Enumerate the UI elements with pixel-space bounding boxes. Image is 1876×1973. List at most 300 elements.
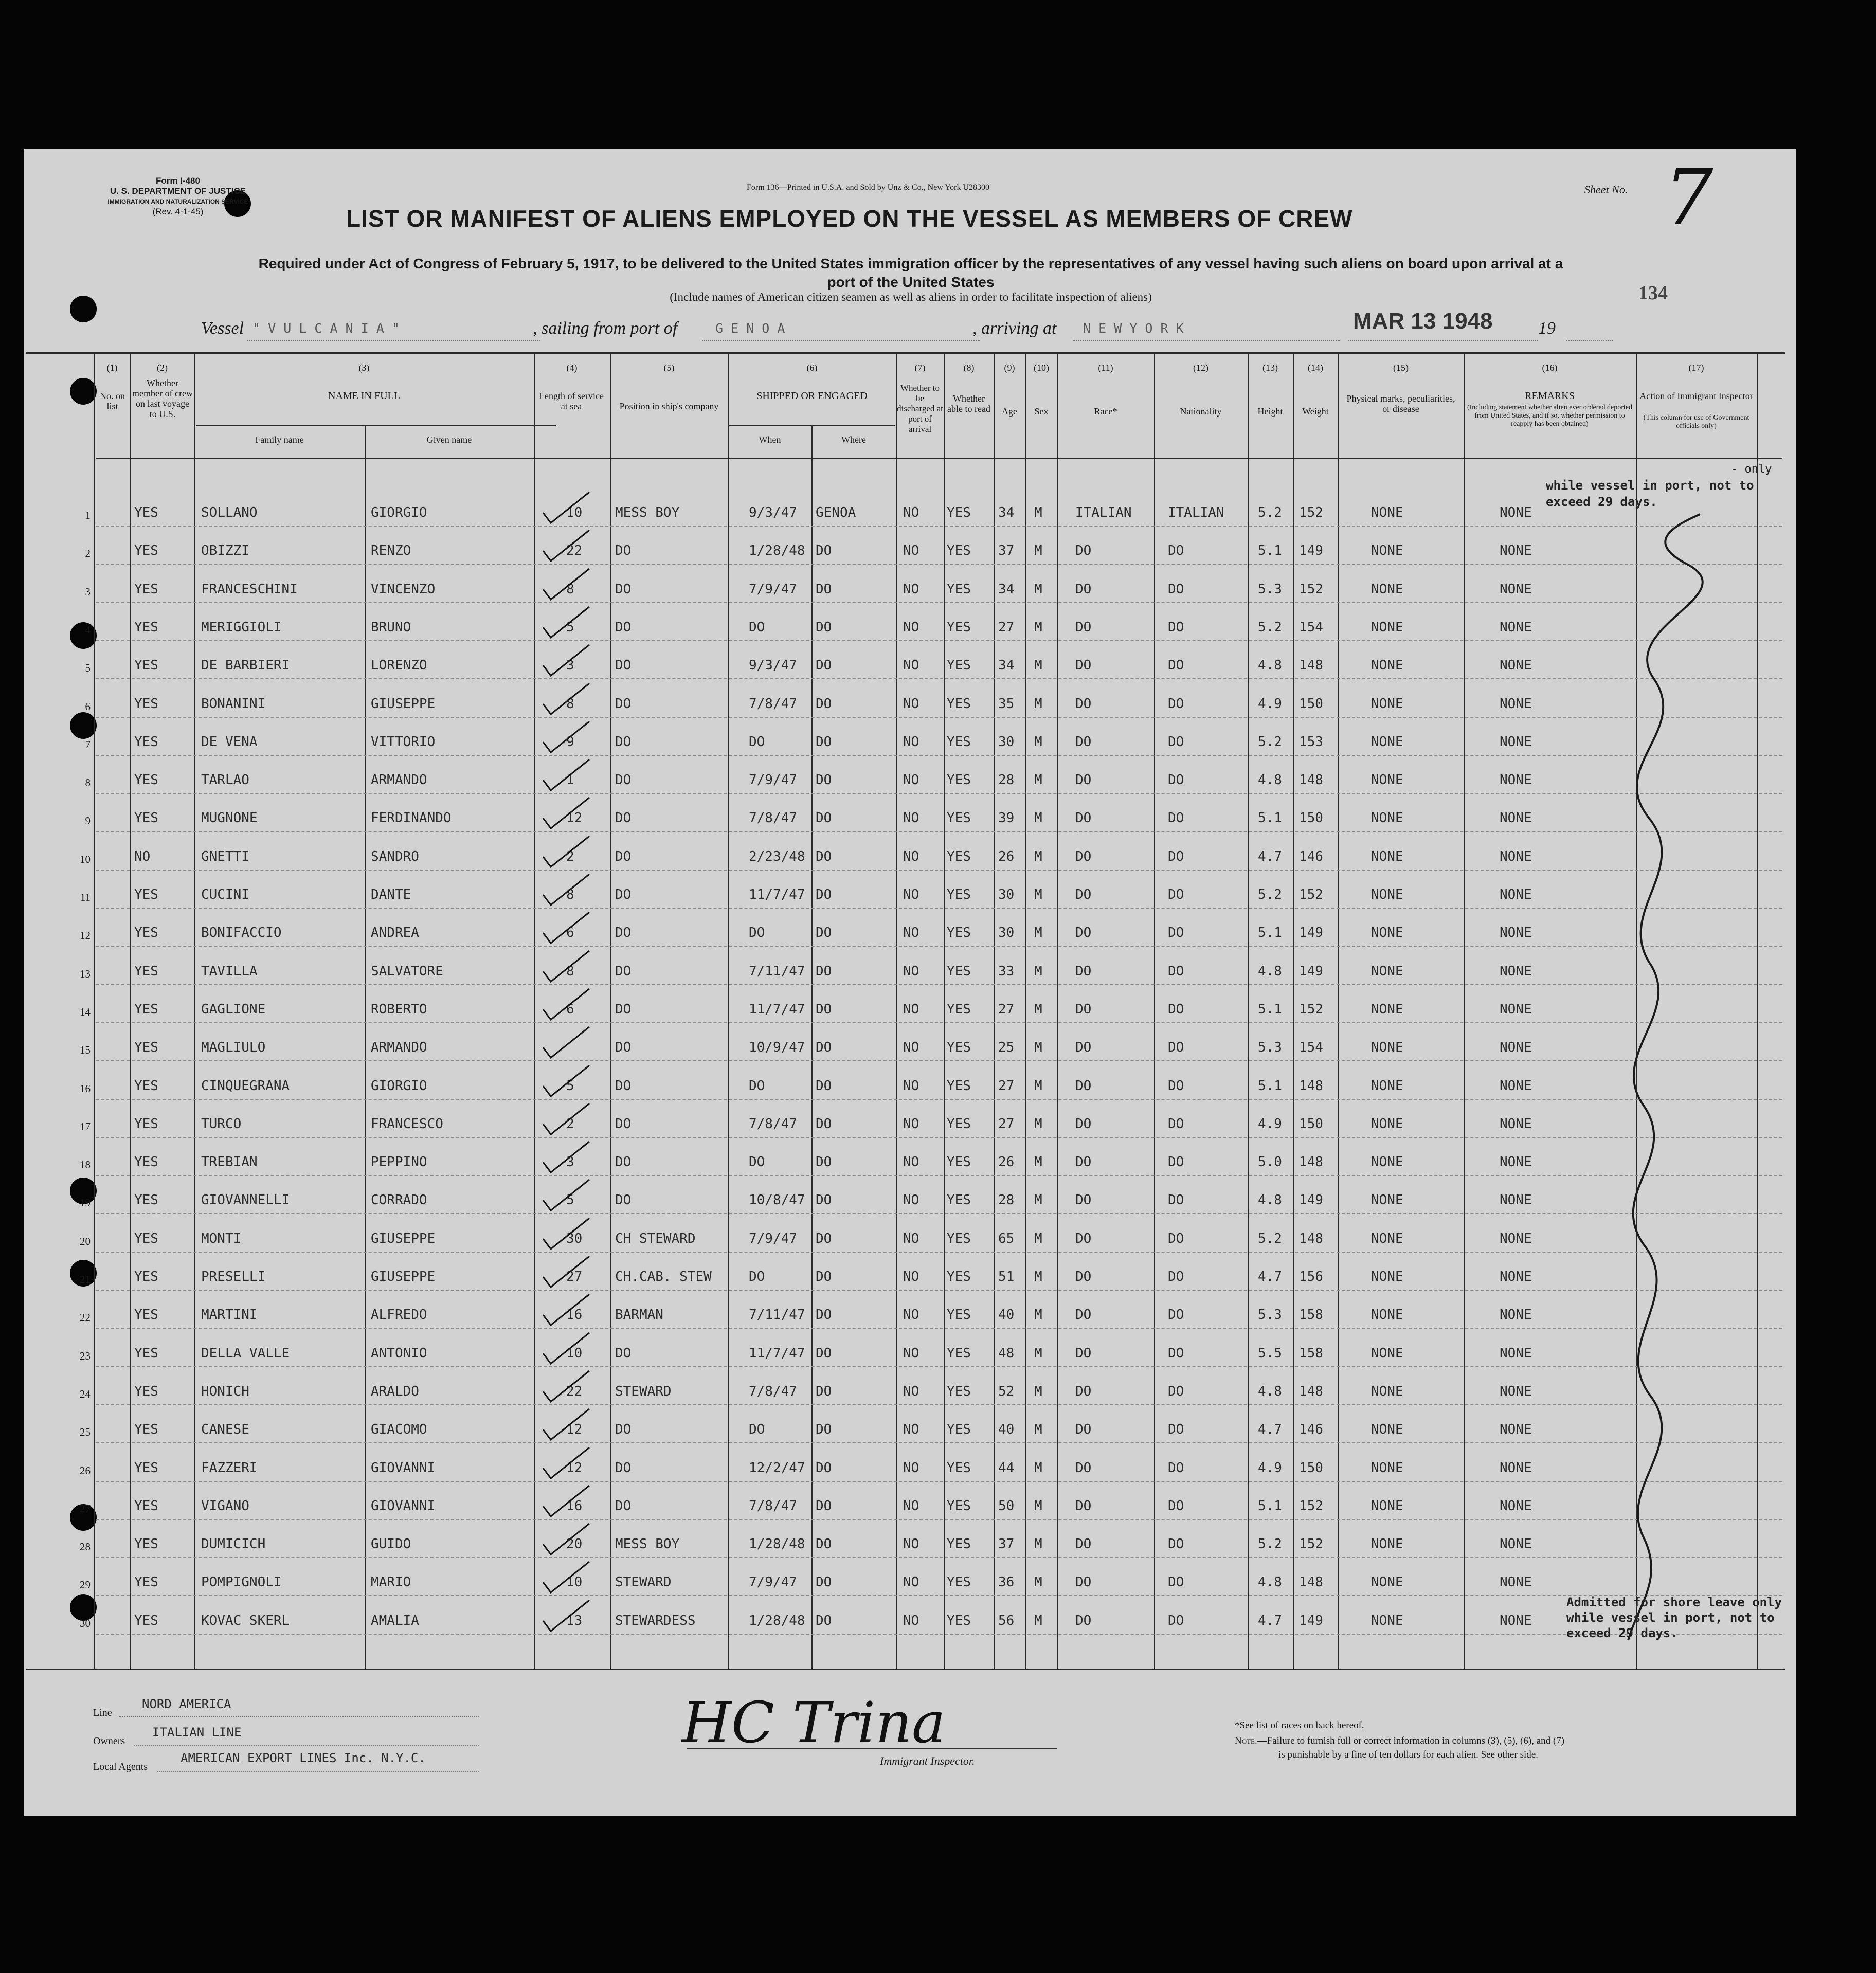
sex-cell: M	[1034, 1078, 1042, 1094]
check-mark-icon	[538, 1101, 594, 1137]
col-divider	[1154, 352, 1155, 1669]
sex-cell: M	[1034, 810, 1042, 826]
check-mark-icon	[538, 719, 594, 755]
able-to-read-cell: YES	[947, 581, 971, 597]
shipped-where-cell: DO	[816, 543, 832, 559]
physical-marks-cell: NONE	[1371, 1422, 1403, 1438]
col-divider	[1757, 352, 1758, 1669]
age-cell: 48	[998, 1345, 1015, 1361]
shipped-when-cell: 12/2/47	[749, 1460, 805, 1476]
service-length-cell: 5	[566, 1078, 574, 1094]
sex-cell: M	[1034, 696, 1042, 712]
position-cell: MESS BOY	[615, 505, 680, 520]
weight-cell: 152	[1299, 1001, 1323, 1017]
sex-cell: M	[1034, 1116, 1042, 1132]
shipped-when-cell: 7/9/47	[749, 772, 797, 788]
race-cell: DO	[1075, 543, 1092, 559]
sex-cell: M	[1034, 658, 1042, 674]
height-cell: 5.3	[1258, 1307, 1282, 1323]
physical-marks-cell: NONE	[1371, 1192, 1403, 1208]
position-cell: CH.CAB. STEW	[615, 1269, 712, 1284]
physical-marks-cell: NONE	[1371, 1116, 1403, 1132]
shipped-when-cell: DO	[749, 1269, 765, 1284]
family-name-cell: TAVILLA	[201, 963, 258, 979]
shipped-where-cell: DO	[816, 696, 832, 712]
check-mark-icon	[538, 1598, 594, 1634]
given-name-cell: DANTE	[371, 887, 411, 902]
nationality-cell: DO	[1168, 1345, 1184, 1361]
able-to-read-cell: YES	[947, 1307, 971, 1323]
col-divider	[1293, 352, 1294, 1669]
able-to-read-cell: YES	[947, 887, 971, 902]
age-cell: 40	[998, 1422, 1015, 1438]
check-mark-icon	[538, 1216, 594, 1252]
nationality-cell: DO	[1168, 543, 1184, 559]
service-length-cell: 12	[566, 810, 583, 826]
given-name-cell: ARMANDO	[371, 772, 427, 788]
nationality-cell: DO	[1168, 1460, 1184, 1476]
table-bottom-rule	[26, 1669, 1785, 1670]
row-rule	[96, 1213, 1782, 1214]
age-cell: 65	[998, 1230, 1015, 1246]
crew-member-cell: YES	[134, 1001, 158, 1017]
crew-member-cell: YES	[134, 543, 158, 559]
shipped-when-cell: DO	[749, 1422, 765, 1438]
shipped-where-cell: DO	[816, 1574, 832, 1590]
check-mark-icon	[538, 1368, 594, 1404]
shipped-when-cell: 7/8/47	[749, 1116, 797, 1132]
vessel-label: Vessel	[201, 319, 244, 338]
check-mark-icon	[538, 872, 594, 908]
discharged-cell: NO	[903, 772, 919, 788]
position-cell: DO	[615, 1498, 632, 1514]
col-heading: SHIPPED OR ENGAGED	[756, 390, 868, 402]
col-divider	[811, 425, 813, 1669]
race-cell: DO	[1075, 925, 1092, 941]
sex-cell: M	[1034, 734, 1042, 750]
nationality-cell: DO	[1168, 658, 1184, 674]
discharged-cell: NO	[903, 1498, 919, 1514]
col-heading: Whether able to read	[947, 393, 990, 414]
weight-cell: 154	[1299, 1040, 1323, 1056]
col-num: (5)	[663, 363, 675, 373]
discharged-cell: NO	[903, 1001, 919, 1017]
remarks-cell: NONE	[1500, 1613, 1532, 1628]
race-cell: DO	[1075, 1498, 1092, 1514]
able-to-read-cell: YES	[947, 505, 971, 520]
row-number: 22	[80, 1311, 91, 1324]
col-num: (11)	[1098, 363, 1113, 373]
col-divider	[130, 352, 131, 1669]
race-cell: DO	[1075, 810, 1092, 826]
crew-member-cell: YES	[134, 1422, 158, 1438]
row-number: 6	[85, 700, 91, 713]
crew-member-cell: YES	[134, 581, 158, 597]
shipped-when-cell: 7/8/47	[749, 1498, 797, 1514]
discharged-cell: NO	[903, 1422, 919, 1438]
height-cell: 5.1	[1258, 810, 1282, 826]
given-name-cell: BRUNO	[371, 619, 411, 635]
shipped-when-cell: 7/9/47	[749, 1230, 797, 1246]
col-heading: Action of Immigrant Inspector	[1639, 391, 1753, 401]
col-divider	[610, 352, 611, 1669]
age-cell: 34	[998, 581, 1015, 597]
age-cell: 26	[998, 1154, 1015, 1170]
given-name-cell: FRANCESCO	[371, 1116, 443, 1132]
able-to-read-cell: YES	[947, 1230, 971, 1246]
remarks-cell: NONE	[1500, 1078, 1532, 1094]
row-number: 15	[80, 1044, 91, 1057]
row-rule	[96, 755, 1782, 756]
nationality-cell: DO	[1168, 1613, 1184, 1628]
shipped-where-cell: DO	[816, 1422, 832, 1438]
age-cell: 39	[998, 810, 1015, 826]
height-cell: 4.9	[1258, 696, 1282, 712]
given-name-cell: GIUSEPPE	[371, 1230, 436, 1246]
position-cell: DO	[615, 658, 632, 674]
col-divider	[1464, 352, 1465, 1669]
shipped-when-cell: 1/28/48	[749, 1536, 805, 1552]
shipped-where-cell: DO	[816, 772, 832, 788]
check-mark-icon	[538, 566, 594, 602]
col-num: (17)	[1688, 363, 1704, 373]
revision: (Rev. 4-1-45)	[152, 207, 204, 216]
agents-underline	[157, 1771, 479, 1772]
row-rule	[96, 1060, 1782, 1061]
age-cell: 28	[998, 772, 1015, 788]
age-cell: 56	[998, 1613, 1015, 1628]
discharged-cell: NO	[903, 1269, 919, 1284]
position-cell: DO	[615, 887, 632, 902]
family-name-cell: TARLAO	[201, 772, 249, 788]
physical-marks-cell: NONE	[1371, 1001, 1403, 1017]
col-heading: No. on list	[100, 391, 125, 411]
sex-cell: M	[1034, 1001, 1042, 1017]
nationality-cell: DO	[1168, 619, 1184, 635]
race-cell: DO	[1075, 1422, 1092, 1438]
given-name-cell: ROBERTO	[371, 1001, 427, 1017]
shipped-when-cell: 2/23/48	[749, 848, 805, 864]
service-name: IMMIGRATION AND NATURALIZATION SERVICE	[107, 198, 248, 205]
family-name-cell: BONIFACCIO	[201, 925, 282, 941]
weight-cell: 158	[1299, 1345, 1323, 1361]
nationality-cell: DO	[1168, 887, 1184, 902]
race-cell: DO	[1075, 963, 1092, 979]
position-cell: DO	[615, 1422, 632, 1438]
sex-cell: M	[1034, 1154, 1042, 1170]
page-title: LIST OR MANIFEST OF ALIENS EMPLOYED ON THE VESSEL AS MEMBERS OF CREW	[346, 205, 1353, 232]
age-cell: 27	[998, 1116, 1015, 1132]
race-cell: DO	[1075, 734, 1092, 750]
sex-cell: M	[1034, 1192, 1042, 1208]
service-length-cell: 6	[566, 925, 574, 941]
row-number: 29	[80, 1579, 91, 1591]
physical-marks-cell: NONE	[1371, 1040, 1403, 1056]
crew-member-cell: YES	[134, 1116, 158, 1132]
col-heading: Physical marks, peculiarities, or disease	[1346, 393, 1455, 414]
height-cell: 4.8	[1258, 1383, 1282, 1399]
nationality-cell: DO	[1168, 1230, 1184, 1246]
crew-member-cell: YES	[134, 772, 158, 788]
sex-cell: M	[1034, 772, 1042, 788]
col-heading: Weight	[1302, 406, 1329, 417]
year-label: 19	[1538, 319, 1556, 338]
race-cell: DO	[1075, 1040, 1092, 1056]
inspector-signature: HC Trina	[682, 1690, 946, 1755]
family-name-cell: CANESE	[201, 1422, 249, 1438]
able-to-read-cell: YES	[947, 1154, 971, 1170]
remarks-cell: NONE	[1500, 1001, 1532, 1017]
service-length-cell: 22	[566, 543, 583, 559]
shipped-where-cell: DO	[816, 1078, 832, 1094]
nationality-cell: DO	[1168, 1078, 1184, 1094]
weight-cell: 148	[1299, 658, 1323, 674]
physical-marks-cell: NONE	[1371, 810, 1403, 826]
shipped-when-cell: 7/8/47	[749, 696, 797, 712]
position-cell: BARMAN	[615, 1307, 663, 1323]
age-cell: 30	[998, 887, 1015, 902]
col-num: (6)	[806, 363, 818, 373]
age-cell: 37	[998, 1536, 1015, 1552]
name-subheader-rule	[196, 425, 556, 426]
able-to-read-cell: YES	[947, 772, 971, 788]
shipped-when-cell: DO	[749, 925, 765, 941]
required-line-2: port of the United States	[827, 274, 995, 290]
shipped-where-cell: DO	[816, 925, 832, 941]
check-mark-icon	[538, 1063, 594, 1099]
table-top-rule	[26, 352, 1785, 354]
nationality-cell: DO	[1168, 772, 1184, 788]
service-length-cell: 16	[566, 1498, 583, 1514]
weight-cell: 148	[1299, 1574, 1323, 1590]
given-name-cell: ANTONIO	[371, 1345, 427, 1361]
discharged-cell: NO	[903, 1345, 919, 1361]
height-cell: 5.1	[1258, 543, 1282, 559]
shipped-when-cell: DO	[749, 1154, 765, 1170]
given-name-cell: GUIDO	[371, 1536, 411, 1552]
nationality-cell: DO	[1168, 1307, 1184, 1323]
service-length-cell: 10	[566, 1574, 583, 1590]
punch-hole	[70, 378, 97, 405]
shipped-when-cell: 10/9/47	[749, 1040, 805, 1056]
row-rule	[96, 1137, 1782, 1138]
position-cell: DO	[615, 1001, 632, 1017]
position-cell: DO	[615, 619, 632, 635]
nationality-cell: DO	[1168, 1154, 1184, 1170]
sex-cell: M	[1034, 1307, 1042, 1323]
service-length-cell: 2	[566, 848, 574, 864]
able-to-read-cell: YES	[947, 1192, 971, 1208]
shipped-where-cell: DO	[816, 1230, 832, 1246]
family-name-cell: CUCINI	[201, 887, 249, 902]
shipped-when-cell: 1/28/48	[749, 1613, 805, 1628]
shipped-where-cell: DO	[816, 619, 832, 635]
height-cell: 5.0	[1258, 1154, 1282, 1170]
height-cell: 5.3	[1258, 1040, 1282, 1056]
shipped-where-cell: DO	[816, 887, 832, 902]
sex-cell: M	[1034, 848, 1042, 864]
check-mark-icon	[538, 528, 594, 564]
crew-member-cell: YES	[134, 963, 158, 979]
family-name-cell: HONICH	[201, 1383, 249, 1399]
given-name-cell: GIOVANNI	[371, 1498, 436, 1514]
row-number: 2	[85, 547, 91, 560]
col-num: (15)	[1393, 363, 1409, 373]
height-cell: 4.9	[1258, 1116, 1282, 1132]
col-num: (14)	[1308, 363, 1323, 373]
physical-marks-cell: NONE	[1371, 848, 1403, 864]
row-rule	[96, 870, 1782, 871]
col-num: (9)	[1004, 363, 1015, 373]
able-to-read-cell: YES	[947, 848, 971, 864]
physical-marks-cell: NONE	[1371, 1460, 1403, 1476]
sex-cell: M	[1034, 543, 1042, 559]
able-to-read-cell: YES	[947, 1536, 971, 1552]
vessel-name: " V U L C A N I A "	[252, 321, 400, 336]
given-name-cell: GIACOMO	[371, 1422, 427, 1438]
remarks-cell: NONE	[1500, 963, 1532, 979]
physical-marks-cell: NONE	[1371, 963, 1403, 979]
shipped-where-cell: DO	[816, 1154, 832, 1170]
family-name-cell: SOLLANO	[201, 505, 258, 520]
age-cell: 28	[998, 1192, 1015, 1208]
able-to-read-cell: YES	[947, 1040, 971, 1056]
discharged-cell: NO	[903, 734, 919, 750]
crew-member-cell: YES	[134, 1345, 158, 1361]
sex-cell: M	[1034, 887, 1042, 902]
able-to-read-cell: YES	[947, 1078, 971, 1094]
physical-marks-cell: NONE	[1371, 581, 1403, 597]
service-length-cell: 22	[566, 1383, 583, 1399]
remarks-cell: NONE	[1500, 1460, 1532, 1476]
race-cell: DO	[1075, 1345, 1092, 1361]
height-cell: 5.1	[1258, 925, 1282, 941]
service-length-cell: 10	[566, 1345, 583, 1361]
row-number: 1	[85, 509, 91, 521]
row-rule	[96, 1290, 1782, 1291]
weight-cell: 154	[1299, 619, 1323, 635]
sex-cell: M	[1034, 1269, 1042, 1284]
sex-cell: M	[1034, 1383, 1042, 1399]
discharged-cell: NO	[903, 848, 919, 864]
bottom-stamp-line-2: while vessel in port, not to	[1566, 1610, 1775, 1625]
position-cell: CH STEWARD	[615, 1230, 696, 1246]
age-cell: 27	[998, 619, 1015, 635]
physical-marks-cell: NONE	[1371, 1345, 1403, 1361]
age-cell: 37	[998, 543, 1015, 559]
col-num: (10)	[1034, 363, 1049, 373]
row-rule	[96, 1557, 1782, 1558]
service-length-cell: 27	[566, 1269, 583, 1284]
family-name-cell: DELLA VALLE	[201, 1345, 290, 1361]
check-mark-icon	[538, 1521, 594, 1557]
service-length-cell: 5	[566, 619, 574, 635]
required-statement	[121, 255, 1700, 292]
service-length-cell: 8	[566, 963, 574, 979]
family-name-cell: CINQUEGRANA	[201, 1078, 290, 1094]
col-divider	[94, 352, 95, 1669]
row-number: 20	[80, 1235, 91, 1247]
remarks-cell: NONE	[1500, 543, 1532, 559]
able-to-read-cell: YES	[947, 543, 971, 559]
top-stamp-line-2: exceed 29 days.	[1546, 495, 1657, 509]
discharged-cell: NO	[903, 1536, 919, 1552]
shipped-where-cell: DO	[816, 1116, 832, 1132]
shipped-where-cell: DO	[816, 658, 832, 674]
note-text-1: —Failure to furnish full or correct information in columns (3), (5), (6), and (7)	[1257, 1735, 1565, 1746]
crew-member-cell: YES	[134, 1536, 158, 1552]
family-name-cell: GNETTI	[201, 848, 249, 864]
sheet-number: 7	[1664, 153, 1713, 243]
service-length-cell: 20	[566, 1536, 583, 1552]
nationality-cell: DO	[1168, 848, 1184, 864]
header-bottom-rule	[96, 458, 1782, 459]
shipped-when-cell: 7/11/47	[749, 1307, 805, 1323]
given-name-cell: SALVATORE	[371, 963, 443, 979]
position-cell: DO	[615, 1078, 632, 1094]
able-to-read-cell: YES	[947, 1383, 971, 1399]
shipped-where-cell: GENOA	[816, 505, 856, 520]
col-divider	[194, 352, 195, 1669]
weight-cell: 148	[1299, 772, 1323, 788]
given-name-cell: GIORGIO	[371, 1078, 427, 1094]
shipped-when-cell: DO	[749, 1078, 765, 1094]
family-name-cell: MERIGGIOLI	[201, 619, 282, 635]
weight-cell: 148	[1299, 1230, 1323, 1246]
race-cell: DO	[1075, 1078, 1092, 1094]
shipped-when-cell: 7/9/47	[749, 1574, 797, 1590]
family-name-cell: DE BARBIERI	[201, 658, 290, 674]
punch-hole	[70, 712, 97, 739]
shipped-where-cell: DO	[816, 1192, 832, 1208]
shipped-where-cell: DO	[816, 581, 832, 597]
race-cell: DO	[1075, 619, 1092, 635]
able-to-read-cell: YES	[947, 963, 971, 979]
able-to-read-cell: YES	[947, 1498, 971, 1514]
crew-member-cell: YES	[134, 658, 158, 674]
row-number: 21	[80, 1273, 91, 1286]
age-cell: 51	[998, 1269, 1015, 1284]
service-length-cell: 12	[566, 1460, 583, 1476]
check-mark-icon	[538, 1330, 594, 1366]
sex-cell: M	[1034, 1345, 1042, 1361]
physical-marks-cell: NONE	[1371, 1078, 1403, 1094]
col-heading: Sex	[1034, 406, 1049, 417]
given-name-cell: PEPPINO	[371, 1154, 427, 1170]
col-divider	[365, 425, 366, 1669]
able-to-read-cell: YES	[947, 619, 971, 635]
service-length-cell: 1	[566, 772, 574, 788]
col-heading: Age	[1002, 406, 1017, 417]
able-to-read-cell: YES	[947, 1001, 971, 1017]
remarks-cell: NONE	[1500, 581, 1532, 597]
col-heading: Whether to be discharged at port of arrival	[897, 383, 943, 434]
note-label: Note.	[1235, 1735, 1257, 1746]
crew-member-cell: YES	[134, 1307, 158, 1323]
able-to-read-cell: YES	[947, 1460, 971, 1476]
height-cell: 5.2	[1258, 619, 1282, 635]
race-cell: DO	[1075, 772, 1092, 788]
weight-cell: 149	[1299, 1613, 1323, 1628]
bottom-stamp-line-1: Admitted for shore leave only	[1566, 1595, 1782, 1609]
check-mark-icon	[538, 490, 594, 526]
nationality-cell: DO	[1168, 1536, 1184, 1552]
weight-cell: 152	[1299, 1536, 1323, 1552]
physical-marks-cell: NONE	[1371, 696, 1403, 712]
weight-cell: 148	[1299, 1078, 1323, 1094]
top-stamp-line-0: - only	[1731, 463, 1772, 476]
able-to-read-cell: YES	[947, 810, 971, 826]
